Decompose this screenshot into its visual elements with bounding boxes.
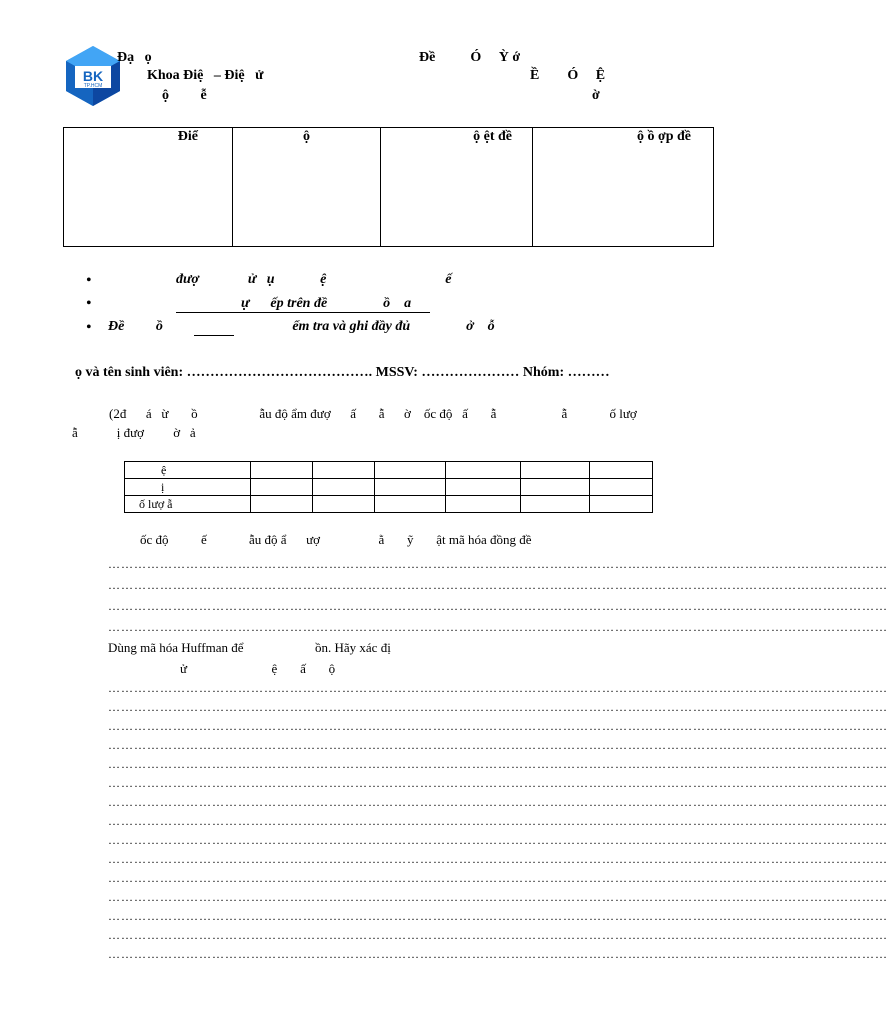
underline	[176, 312, 430, 313]
answer-line[interactable]: ………………………………………………………………………………………………………………………………………………………………	[108, 620, 888, 634]
table-row	[125, 479, 653, 496]
table-cell	[446, 496, 521, 513]
table-cell	[251, 496, 313, 513]
answer-line[interactable]: ………………………………………………………………………………………………………………………………………………………………	[108, 795, 888, 809]
table-cell	[590, 462, 653, 479]
bullet-icon: •	[86, 295, 92, 312]
answer-line[interactable]: ………………………………………………………………………………………………………………………………………………………………	[108, 814, 888, 828]
table-row	[125, 462, 653, 479]
data-table	[124, 461, 653, 513]
table-cell	[521, 496, 590, 513]
exam-subject: Ề Ó Ệ	[530, 68, 606, 83]
student-info-line: ọ và tên sinh viên: …………………………………. MSSV: ………………… Nhóm: ………	[75, 365, 610, 380]
answer-line[interactable]: ………………………………………………………………………………………………………………………………………………………………	[108, 738, 888, 752]
answer-line[interactable]: ………………………………………………………………………………………………………………………………………………………………	[108, 719, 888, 733]
answer-line[interactable]: ………………………………………………………………………………………………………………………………………………………………	[108, 909, 888, 923]
answer-line[interactable]: ………………………………………………………………………………………………………………………………………………………………	[108, 852, 888, 866]
part-a-question: ốc độ ế ẫu độ ẩ ượ ằ ỹ ật mã hóa đồng đề	[140, 532, 532, 547]
answer-line[interactable]: ………………………………………………………………………………………………………………………………………………………………	[108, 557, 888, 571]
bullet-icon: •	[86, 319, 92, 336]
underline	[194, 335, 234, 336]
part-b-question-line-1: Dùng mã hóa Huffman để ồn. Hãy xác đị	[108, 640, 391, 655]
question-line-1: (2đ á ừ ồ ẫu độ ẩm đượ ấ ẫ ờ ốc độ ấ ẫ ẫ ố lượ	[109, 406, 637, 421]
instruction-3: Đề ồ ểm tra và ghi đầy đủ ở ỗ	[108, 319, 495, 334]
answer-line[interactable]: ………………………………………………………………………………………………………………………………………………………………	[108, 871, 888, 885]
score-table	[63, 127, 714, 247]
answer-line[interactable]: ………………………………………………………………………………………………………………………………………………………………	[108, 681, 888, 695]
answer-line[interactable]: ………………………………………………………………………………………………………………………………………………………………	[108, 890, 888, 904]
bullet-icon: •	[86, 272, 92, 289]
score-header-approver: ộ ồ ợp đề	[533, 128, 714, 247]
table-cell	[313, 479, 375, 496]
answer-line[interactable]: ………………………………………………………………………………………………………………………………………………………………	[108, 578, 888, 592]
table-row	[125, 496, 653, 513]
score-header-author: ộ ệt đề	[381, 128, 533, 247]
table-cell	[446, 479, 521, 496]
university-name: Đạ ọ	[117, 50, 152, 65]
table-cell	[446, 462, 521, 479]
university-logo	[62, 44, 124, 108]
table-cell	[590, 479, 653, 496]
answer-line[interactable]: ………………………………………………………………………………………………………………………………………………………………	[108, 757, 888, 771]
row-label-time: ệ	[125, 462, 251, 479]
score-header-grader: ộ	[233, 128, 381, 247]
table-cell	[313, 496, 375, 513]
faculty-name: Khoa Điệ – Điệ ử	[147, 68, 264, 83]
table-cell	[590, 496, 653, 513]
table-cell	[375, 496, 446, 513]
answer-line[interactable]: ………………………………………………………………………………………………………………………………………………………………	[108, 599, 888, 613]
answer-line[interactable]: ………………………………………………………………………………………………………………………………………………………………	[108, 776, 888, 790]
table-cell	[375, 462, 446, 479]
instruction-1: đượ ử ụ ệ ế	[176, 272, 452, 287]
answer-line[interactable]: ………………………………………………………………………………………………………………………………………………………………	[108, 928, 888, 942]
table-cell	[251, 462, 313, 479]
instruction-2: ự ếp trên đề ồ a	[241, 296, 412, 311]
answer-line[interactable]: ………………………………………………………………………………………………………………………………………………………………	[108, 700, 888, 714]
table-cell	[521, 479, 590, 496]
part-b-question-line-2: ử ệ ấ ộ	[180, 661, 336, 676]
answer-line[interactable]: ………………………………………………………………………………………………………………………………………………………………	[108, 947, 888, 961]
table-cell	[521, 462, 590, 479]
row-label-count: ố lượ ẫ	[125, 496, 251, 513]
exam-title: Đề Ó Ỳ ớ	[419, 50, 521, 65]
logo-text: BK	[82, 68, 104, 84]
logo-subtext: TP.HCM	[83, 83, 103, 89]
answer-line[interactable]: ………………………………………………………………………………………………………………………………………………………………	[108, 833, 888, 847]
score-header-points: Điể	[64, 128, 233, 247]
table-cell	[375, 479, 446, 496]
table-cell	[251, 479, 313, 496]
exam-duration: ờ	[592, 88, 600, 103]
row-label-value: ị	[125, 479, 251, 496]
department-name: ộ ễ	[162, 88, 207, 103]
question-line-2: ẫ ị đượ ờ ả	[72, 425, 196, 440]
table-cell	[313, 462, 375, 479]
